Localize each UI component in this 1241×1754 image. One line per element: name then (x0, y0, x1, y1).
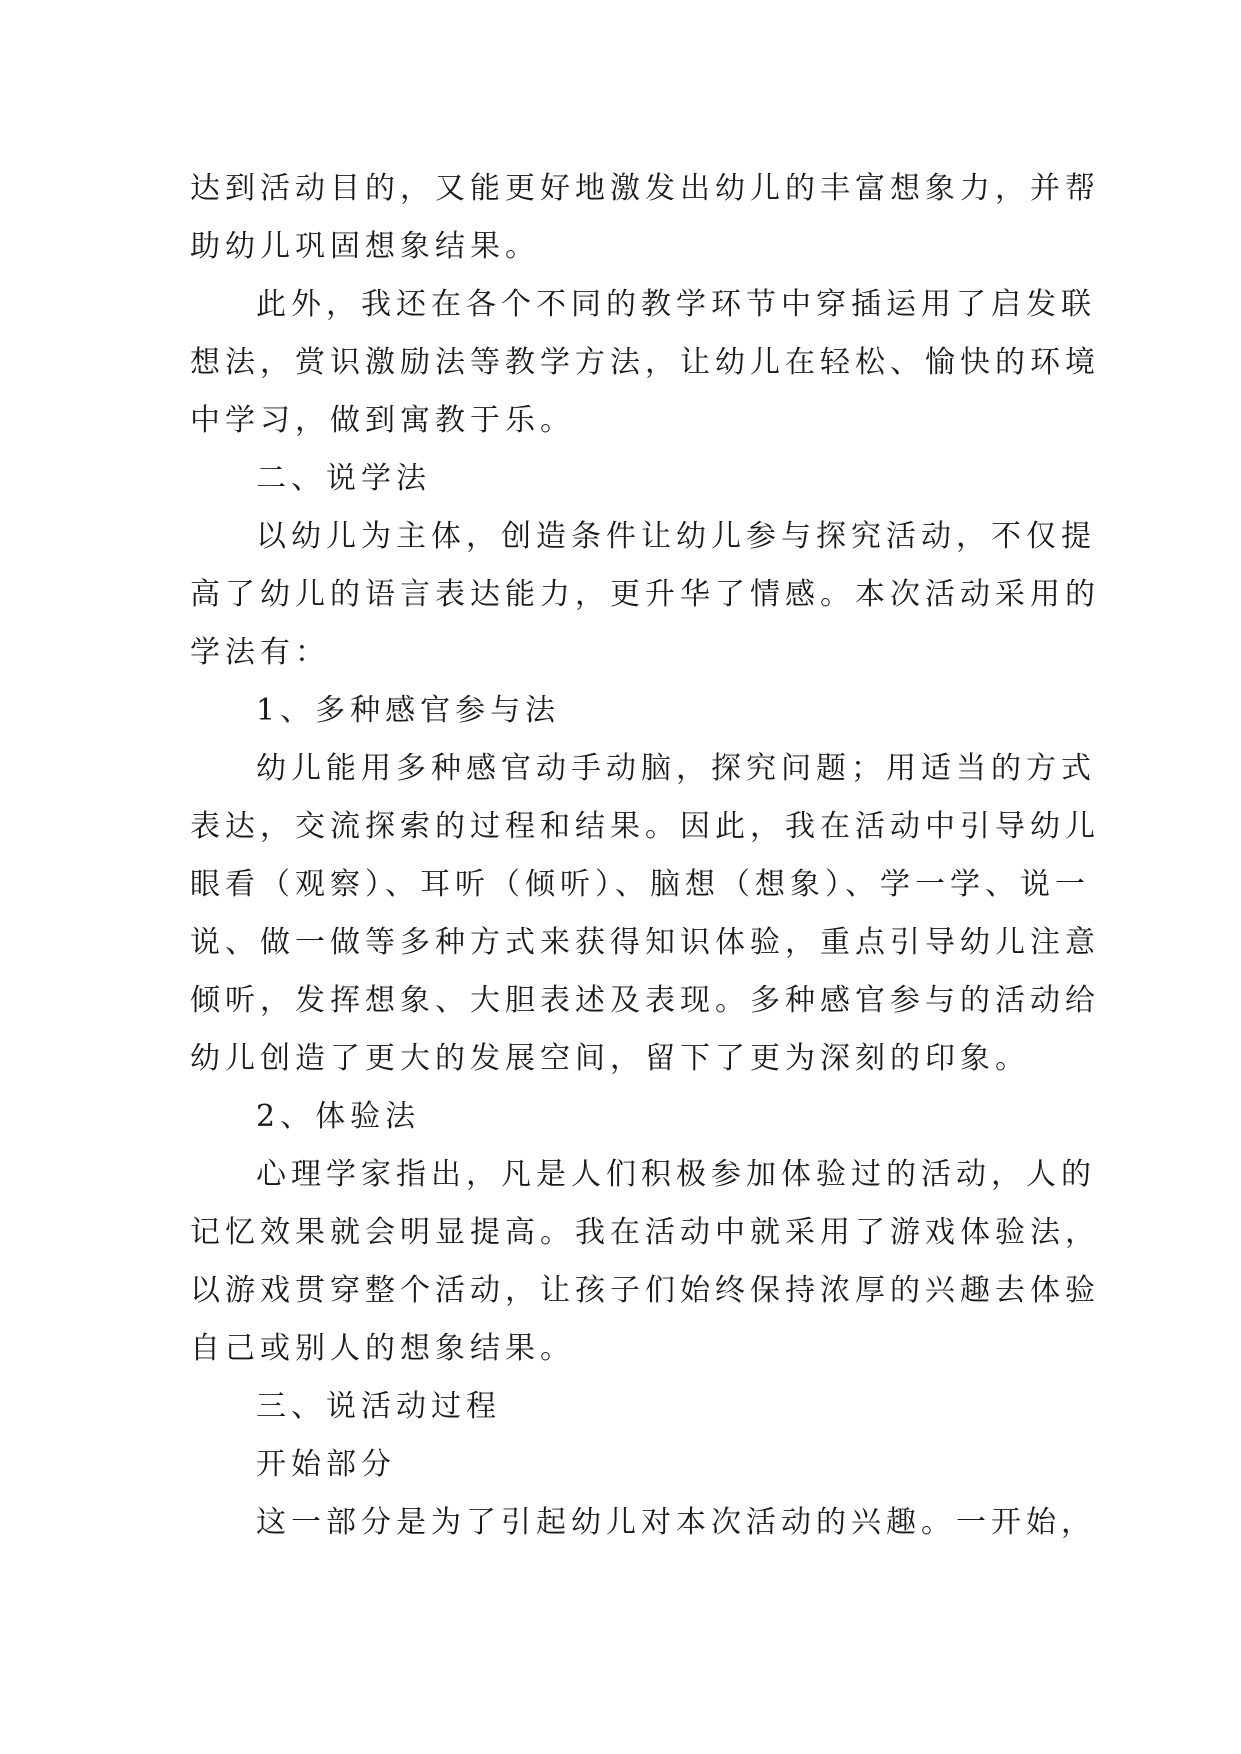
text-line: 记忆效果就会明显提高。我在活动中就采用了游戏体验法， (190, 1215, 1100, 1250)
document-body (190, 160, 1100, 1552)
text-line: 达到活动目的，又能更好地激发出幼儿的丰富想象力，并帮 (190, 171, 1100, 206)
text-line: 以游戏贯穿整个活动，让孩子们始终保持浓厚的兴趣去体验 (190, 1273, 1100, 1308)
paragraph-start-line: 此外，我还在各个不同的教学环节中穿插运用了启发联 (256, 287, 1096, 322)
paragraph-start-line: 这一部分是为了引起幼儿对本次活动的兴趣。一开始， (256, 1505, 1096, 1540)
text-line: 助幼儿巩固想象结果。 (190, 229, 540, 264)
text-line: 幼儿创造了更大的发展空间，留下了更为深刻的印象。 (190, 1041, 1030, 1076)
subsection-heading: 2、体验法 (256, 1099, 421, 1134)
text-line: 高了幼儿的语言表达能力，更升华了情感。本次活动采用的 (190, 577, 1100, 612)
text-line: 想法，赏识激励法等教学方法，让幼儿在轻松、愉快的环境 (190, 345, 1100, 380)
section-heading: 三、说活动过程 (256, 1389, 501, 1424)
subsection-heading: 1、多种感官参与法 (256, 693, 561, 728)
text-line: 学法有： (190, 635, 330, 670)
text-line: 眼看（观察）、耳听（倾听）、脑想（想象）、学一学、说一 (190, 867, 1090, 902)
text-line: 中学习，做到寓教于乐。 (190, 403, 575, 438)
paragraph-start-line: 以幼儿为主体，创造条件让幼儿参与探究活动，不仅提 (256, 519, 1096, 554)
paragraph-start-line: 幼儿能用多种感官动手动脑，探究问题；用适当的方式 (256, 751, 1096, 786)
text-line: 表达，交流探索的过程和结果。因此，我在活动中引导幼儿 (190, 809, 1100, 844)
text-line: 倾听，发挥想象、大胆表述及表现。多种感官参与的活动给 (190, 983, 1100, 1018)
text-line: 自己或别人的想象结果。 (190, 1331, 575, 1366)
paragraph-start-line: 心理学家指出，凡是人们积极参加体验过的活动，人的 (256, 1157, 1096, 1192)
part-heading: 开始部分 (256, 1447, 396, 1482)
text-line: 说、做一做等多种方式来获得知识体验，重点引导幼儿注意 (190, 925, 1100, 960)
section-heading: 二、说学法 (256, 461, 431, 496)
